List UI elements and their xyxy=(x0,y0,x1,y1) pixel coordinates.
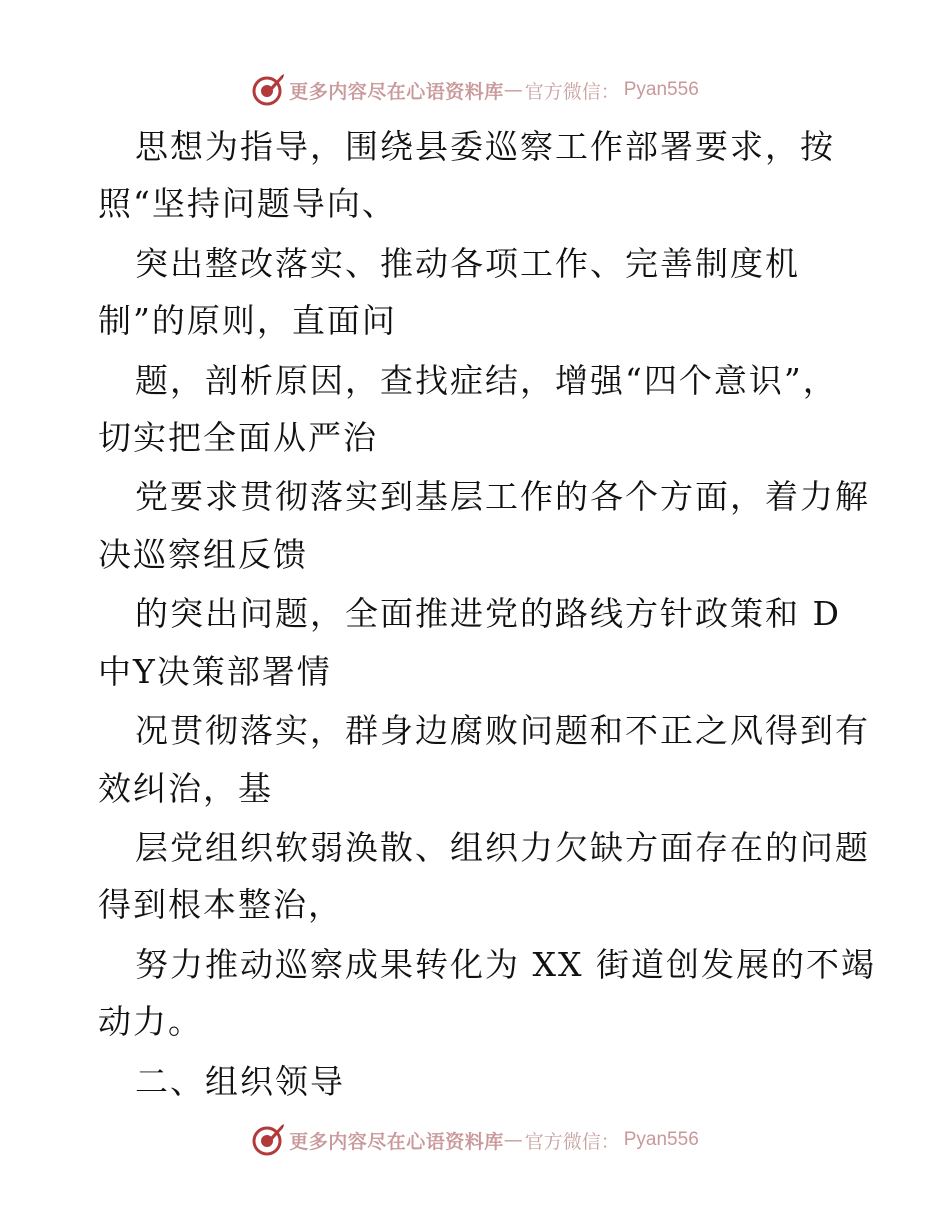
banner-wechat-label: 官方微信： xyxy=(524,80,620,103)
body-line: 突出整改落实、推动各项工作、完善制度机 xyxy=(135,244,800,283)
body-line: 效纠治，基 xyxy=(98,769,273,808)
body-line: 层党组织软弱涣散、组织力欠缺方面存在的问题 xyxy=(135,828,870,867)
body-line: 得到根本整治， xyxy=(98,885,343,924)
body-line: 制”的原则，直面问 xyxy=(98,301,397,340)
banner-tagline: 更多内容尽在心语资料库 xyxy=(289,1130,504,1153)
section-heading: 二、组织领导 xyxy=(135,1062,345,1101)
body-line: 况贯彻落实，群身边腐败问题和不正之风得到有 xyxy=(135,711,870,750)
body-line: 动力。 xyxy=(98,1002,203,1041)
banner-wechat-id: Pyan556 xyxy=(623,1129,699,1150)
body-line: 努力推动巡察成果转化为 XX 街道创发展的不竭 xyxy=(135,945,876,984)
body-line: 决巡察组反馈 xyxy=(98,535,308,574)
quill-logo-icon xyxy=(251,1123,285,1157)
banner-wechat-id: Pyan556 xyxy=(623,79,699,100)
footer-banner xyxy=(0,1120,950,1160)
body-line: 切实把全面从严治 xyxy=(98,418,378,457)
banner-wechat-label: 官方微信： xyxy=(524,1130,620,1153)
banner-separator: — xyxy=(503,79,523,101)
body-line: 题，剖析原因，查找症结，增强“四个意识”， xyxy=(135,361,838,400)
body-line: 照“坚持问题导向、 xyxy=(98,184,397,223)
body-line: 中Y决策部署情 xyxy=(98,652,332,691)
banner-separator: — xyxy=(503,1129,523,1151)
banner-tagline: 更多内容尽在心语资料库 xyxy=(289,80,504,103)
body-line: 党要求贯彻落实到基层工作的各个方面，着力解 xyxy=(135,477,870,516)
body-line: 思想为指导，围绕县委巡察工作部署要求，按 xyxy=(135,127,835,166)
body-line: 的突出问题，全面推进党的路线方针政策和 D xyxy=(135,594,841,633)
